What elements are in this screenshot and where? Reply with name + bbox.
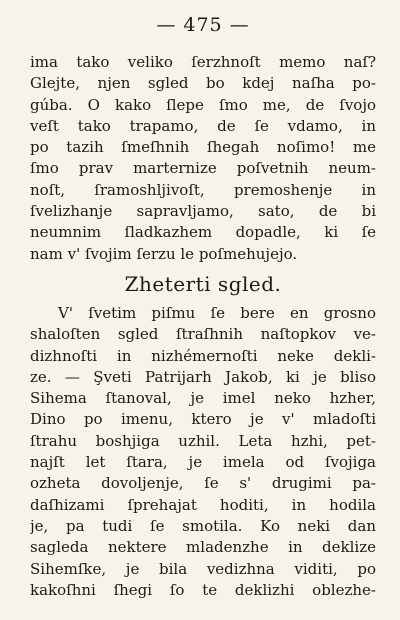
text-line: V' ſvetim piſmu ſe bere en grosno — [58, 303, 376, 322]
text-line: kakoſhni ſhegi ſo te deklizhi oblezhe- — [30, 580, 376, 599]
text-line: Sihema ſtanoval, je imel neko hzher, — [30, 389, 376, 408]
paragraph-1 — [30, 52, 376, 265]
book-page — [30, 10, 376, 601]
text-line: dizhnoſti in nizhémernoſti neke dekli- — [30, 346, 376, 365]
text-line: po tazih ſmeſhnih ſhegah noſimo! me — [30, 138, 376, 157]
page-number: — 475 — — [156, 14, 250, 36]
text-line: najſt let ſtara, je imela od ſvojiga — [30, 453, 376, 472]
paragraph-2 — [30, 303, 376, 601]
text-line: Sihemſke, je bila vedizhna viditi, po — [30, 559, 376, 578]
section-heading: Zheterti sgled. — [124, 271, 282, 296]
text-line: Glejte, njen sgled bo kdej naſha po- — [30, 74, 376, 93]
text-line: ozheta dovoljenje, ſe s' drugimi pa- — [30, 474, 376, 493]
text-line: je, pa tudi ſe smotila. Ko neki dan — [30, 516, 376, 535]
text-line: ſvelizhanje sapravljamo, sato, de bi — [30, 202, 376, 221]
text-line: ſtrahu boshjiga uzhil. Leta hzhi, pet- — [30, 431, 376, 450]
text-line: gúba. O kako ſlepe ſmo me, de ſvojo — [30, 95, 376, 114]
text-line: neumnim ſladkazhem dopadle, ki ſe — [30, 223, 376, 242]
text-line: veſt tako trapamo, de ſe vdamo, in — [30, 116, 376, 135]
text-line: nam v' ſvojim ſerzu le poſmehujejo. — [30, 244, 298, 263]
text-line: ze. — Şveti Patrijarh Jakob, ki je bliso — [30, 367, 376, 386]
text-line: ſmo prav marternize poſvetnih neum- — [30, 159, 376, 178]
text-line: Dino po imenu, ktero je v' mladoſti — [30, 410, 376, 429]
text-line: shaloſten sgled ſtraſhnih naſtopkov ve- — [30, 325, 376, 344]
text-line: noſt, ſramoshljivoſt, premoshenje in — [30, 180, 376, 199]
text-line: daſhizami ſprehajat hoditi, in hodila — [30, 495, 376, 514]
text-line: ima tako veliko ſerzhnoſt memo naſ? — [30, 53, 376, 71]
text-line: sagleda nektere mladenzhe in deklize — [30, 538, 376, 557]
